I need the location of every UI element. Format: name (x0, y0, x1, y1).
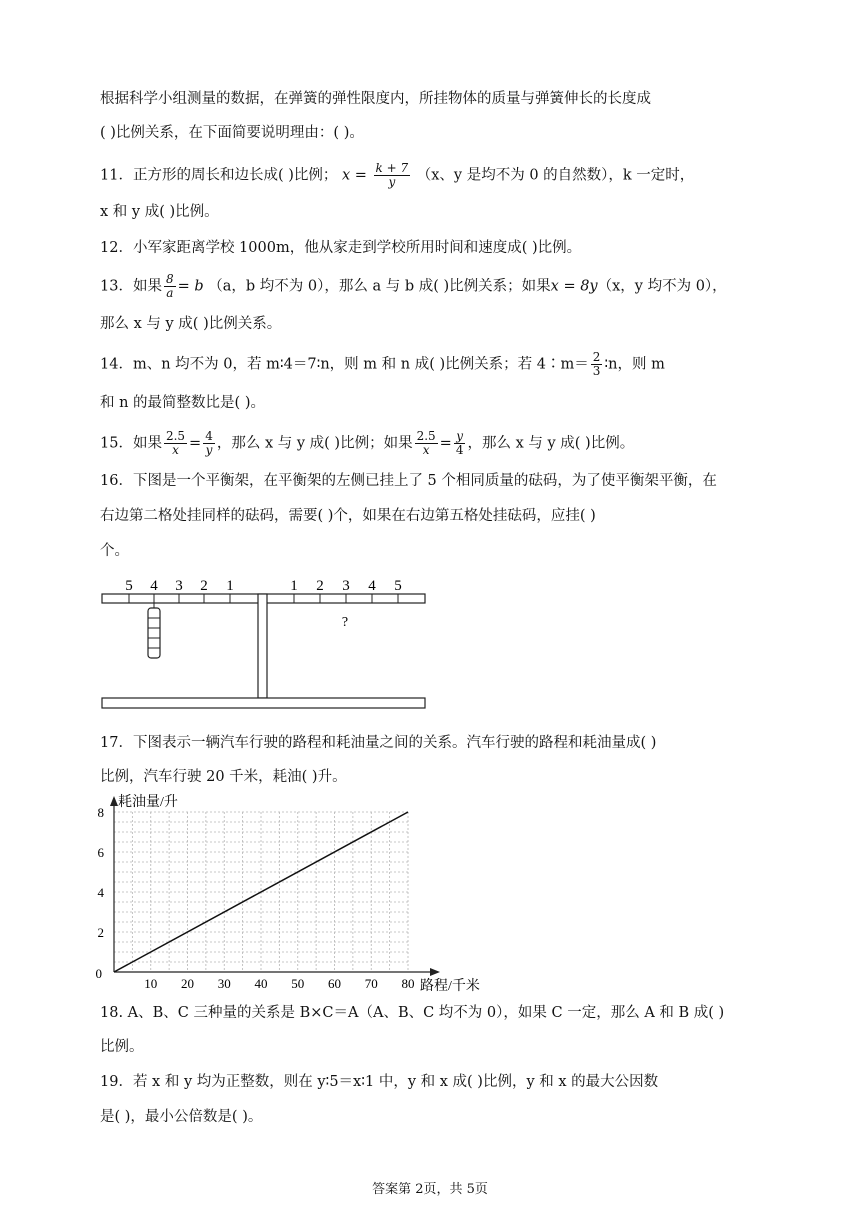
q14-text: 14．m、n 均不为 0，若 m∶4＝7∶n，则 m 和 n 成( )比例关系；若 4∶m＝ (100, 356, 589, 373)
text-line: 比例。 (100, 1039, 144, 1055)
text-line: 个。 (100, 543, 129, 559)
text-line: 比例，汽车行驶 20 千米，耗油( )升。 (100, 769, 347, 785)
x-axis-arrow (430, 968, 440, 976)
question-14 (100, 351, 765, 378)
y-tick-label: 4 (97, 885, 104, 900)
q13-fraction: $\frac{8}{a}$ (165, 272, 174, 300)
x-axis-label: 路程/千米 (420, 979, 480, 994)
y-tick-label: 2 (97, 925, 104, 940)
origin-label: 0 (95, 966, 102, 981)
q15-text-3: ，那么 x 与 y 成( )比例。 (467, 435, 635, 452)
y-tick-label: 8 (97, 805, 104, 820)
scale-label-right: 3 (342, 578, 350, 594)
scale-label-right: 1 (290, 578, 298, 594)
question-13 (100, 273, 765, 300)
question-16: 16．下图是一个平衡架，在平衡架的左侧已挂上了 5 个相同质量的砝码，为了使平衡架平衡，在 (100, 473, 717, 489)
q14-fraction: $\frac{2}{3}$ (592, 350, 601, 378)
question-mark: ? (341, 615, 349, 630)
q13-text: 13．如果 (100, 278, 162, 295)
q15-text: 15．如果 (100, 435, 162, 452)
q15-fraction-3: $\frac{2.5}{x}$ (416, 429, 436, 457)
text-line: x 和 y 成( )比例。 (100, 204, 219, 220)
q11-fraction: $\frac{k + 7}{y}$ (375, 161, 409, 189)
x-tick-label: 80 (401, 976, 415, 991)
question-15 (100, 430, 765, 457)
q15-fraction-4: $\frac{y}{4}$ (455, 429, 464, 457)
scale-label-left: 4 (150, 578, 158, 594)
scale-label-left: 2 (200, 578, 208, 594)
scale-label-right: 4 (368, 578, 376, 594)
x-tick-label: 20 (181, 976, 194, 991)
q15-equals: = (439, 435, 452, 452)
scale-label-left: 1 (226, 578, 234, 594)
text-line: 是( )，最小公倍数是( )。 (100, 1109, 263, 1125)
weight-stack (148, 608, 160, 658)
scale-label-left: 3 (175, 578, 183, 594)
q13-formula-2: x = 8y (550, 278, 598, 295)
q11-formula-lhs: x = (341, 167, 367, 184)
q11-text: 11．正方形的周长和边长成( )比例； (100, 167, 338, 184)
q11-text-2: （x、y 是均不为 0 的自然数），k 一定时， (416, 167, 695, 184)
q13-text-3: （x，y 均不为 0）， (597, 278, 727, 295)
question-12: 12．小军家距离学校 1000m，他从家走到学校所用时间和速度成( )比例。 (100, 240, 582, 256)
balance-diagram (100, 570, 430, 710)
x-tick-label: 50 (291, 976, 305, 991)
q13-text-2: （a，b 均不为 0），那么 a 与 b 成( )比例关系；如果 (208, 278, 551, 295)
question-18: 18. A、B、C 三种量的关系是 B×C＝A（A、B、C 均不为 0），如果 C 一定，那么 A 和 B 成( ) (100, 1005, 725, 1021)
text-line: ( )比例关系，在下面简要说明理由：( )。 (100, 125, 364, 141)
x-tick-label: 70 (364, 976, 378, 991)
x-tick-label: 30 (217, 976, 231, 991)
q15-fraction-1: $\frac{2.5}{x}$ (165, 429, 186, 457)
question-17: 17．下图表示一辆汽车行驶的路程和耗油量之间的关系。汽车行驶的路程和耗油量成( ) (100, 735, 657, 751)
text-line: 那么 x 与 y 成( )比例关系。 (100, 316, 282, 332)
scale-label-right: 2 (316, 578, 324, 594)
text-line: 右边第二格处挂同样的砝码，需要( )个，如果在右边第五格处挂砝码，应挂( ) (100, 508, 596, 524)
question-11 (100, 162, 765, 189)
q15-text-2: ，那么 x 与 y 成( )比例；如果 (216, 435, 413, 452)
x-tick-label: 60 (328, 976, 341, 991)
page-footer: 答案第 2页，共 5页 (372, 1182, 488, 1197)
x-tick-label: 10 (144, 976, 158, 991)
text-line: 和 n 的最简整数比是( )。 (100, 395, 265, 411)
scale-label-left: 5 (125, 578, 133, 594)
y-tick-label: 6 (97, 845, 104, 860)
q15-fraction-2: $\frac{4}{y}$ (205, 429, 213, 457)
question-19: 19．若 x 和 y 均为正整数，则在 y∶5＝x∶1 中，y 和 x 成( )比例，y 和 x 的最大公因数 (100, 1074, 659, 1090)
q13-formula-rhs: = b (177, 278, 204, 295)
x-tick-label: 40 (254, 976, 268, 991)
q15-equals: = (189, 435, 202, 452)
balance-base (102, 698, 425, 708)
balance-post (258, 594, 267, 698)
line-chart (92, 790, 482, 996)
y-axis-arrow (110, 796, 118, 806)
scale-label-right: 5 (394, 578, 402, 594)
y-axis-label: 耗油量/升 (118, 795, 178, 810)
q14-text-2: ∶n，则 m (604, 356, 665, 373)
text-line: 根据科学小组测量的数据，在弹簧的弹性限度内，所挂物体的质量与弹簧伸长的长度成 (100, 91, 651, 107)
